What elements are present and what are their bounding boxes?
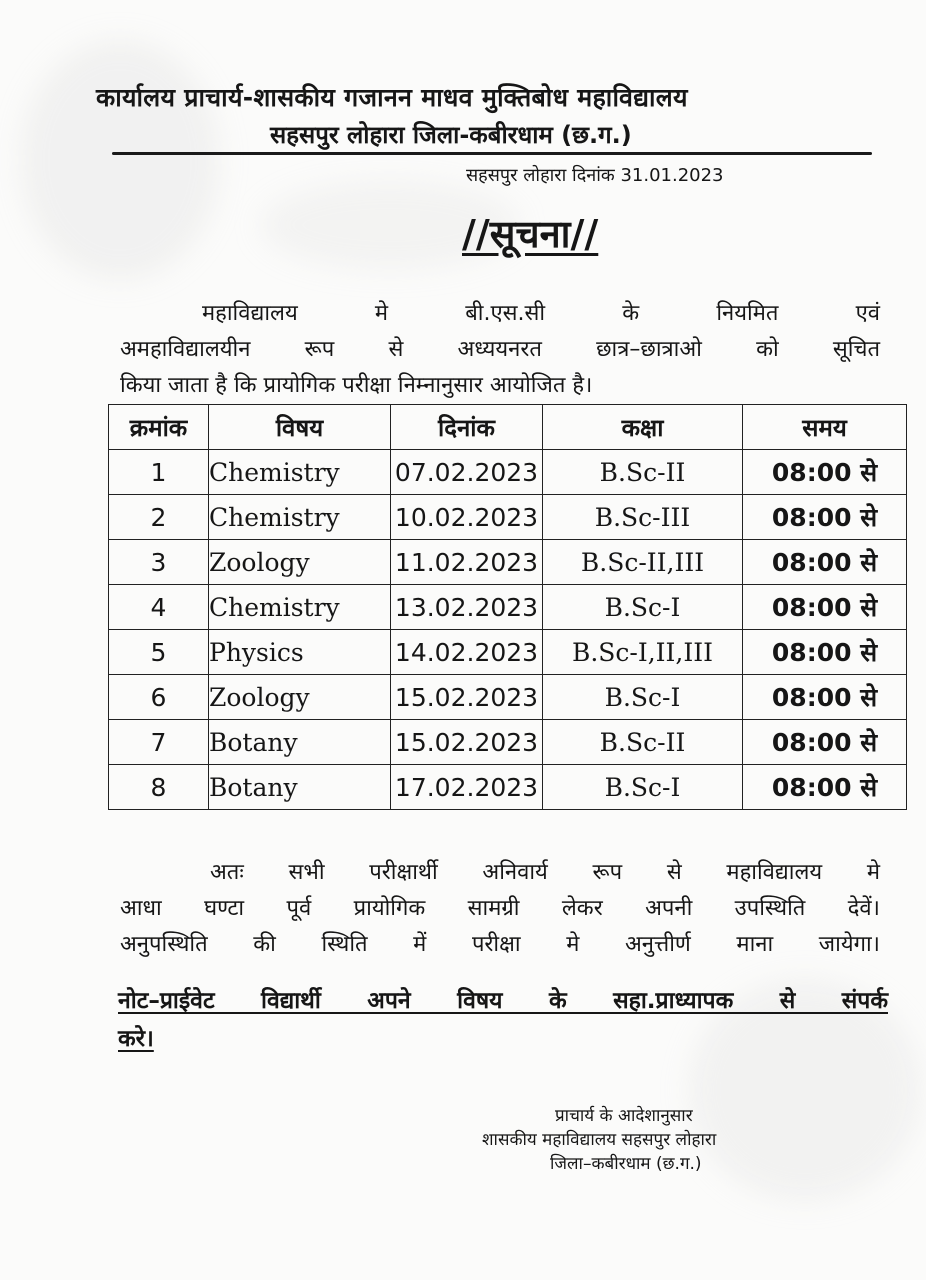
header-serial: क्रमांक — [109, 405, 209, 450]
note-line: करे। — [118, 1026, 154, 1052]
cell-date: 17.02.2023 — [391, 765, 543, 810]
notice-title: //सूचना// — [462, 212, 599, 256]
exam-schedule-table — [108, 404, 907, 810]
header-divider — [112, 152, 872, 155]
paper-smudge — [20, 40, 220, 280]
intro-line: अमहाविद्यालयीन रूप से अध्ययनरत छात्र–छात्राओ को सूचित — [120, 337, 880, 362]
cell-class: B.Sc-I — [543, 585, 743, 630]
intro-paragraph — [120, 296, 880, 404]
cell-date: 11.02.2023 — [391, 540, 543, 585]
cell-time: 08:00 से — [743, 540, 907, 585]
table-row — [109, 720, 907, 765]
cell-time: 08:00 से — [743, 630, 907, 675]
instruction-line: अतः सभी परीक्षार्थी अनिवार्य रूप से महाविद्यालय मे — [210, 860, 880, 885]
cell-class: B.Sc-III — [543, 495, 743, 540]
signature-college: शासकीय महाविद्यालय सहसपुर लोहारा — [482, 1130, 717, 1150]
table-row — [109, 585, 907, 630]
cell-time: 08:00 से — [743, 765, 907, 810]
office-header: कार्यालय प्राचार्य-शासकीय गजानन माधव मुक्तिबोध महाविद्यालय — [96, 83, 688, 112]
signature-order: प्राचार्य के आदेशानुसार — [555, 1106, 693, 1126]
header-subject: विषय — [209, 405, 391, 450]
cell-class: B.Sc-II — [543, 720, 743, 765]
cell-date: 13.02.2023 — [391, 585, 543, 630]
cell-serial: 6 — [109, 675, 209, 720]
table-row — [109, 450, 907, 495]
cell-date: 15.02.2023 — [391, 720, 543, 765]
cell-class: B.Sc-II,III — [543, 540, 743, 585]
table-header-row — [109, 405, 907, 450]
cell-serial: 1 — [109, 450, 209, 495]
cell-date: 15.02.2023 — [391, 675, 543, 720]
cell-serial: 3 — [109, 540, 209, 585]
cell-class: B.Sc-I — [543, 675, 743, 720]
cell-serial: 5 — [109, 630, 209, 675]
cell-class: B.Sc-I,II,III — [543, 630, 743, 675]
cell-subject: Chemistry — [209, 495, 391, 540]
cell-time: 08:00 से — [743, 720, 907, 765]
cell-time: 08:00 से — [743, 450, 907, 495]
instructions-paragraph — [120, 855, 880, 963]
cell-class: B.Sc-II — [543, 450, 743, 495]
cell-subject: Botany — [209, 720, 391, 765]
table-row — [109, 630, 907, 675]
table-row — [109, 675, 907, 720]
cell-subject: Zoology — [209, 675, 391, 720]
cell-serial: 2 — [109, 495, 209, 540]
place-and-date: सहसपुर लोहारा दिनांक 31.01.2023 — [466, 165, 724, 186]
intro-line: किया जाता है कि प्रायोगिक परीक्षा निम्नानुसार आयोजित है। — [120, 373, 593, 398]
cell-subject: Chemistry — [209, 450, 391, 495]
cell-time: 08:00 से — [743, 585, 907, 630]
cell-date: 14.02.2023 — [391, 630, 543, 675]
header-time: समय — [743, 405, 907, 450]
cell-serial: 7 — [109, 720, 209, 765]
cell-date: 07.02.2023 — [391, 450, 543, 495]
table-row — [109, 540, 907, 585]
instruction-line: आधा घण्टा पूर्व प्रायोगिक सामग्री लेकर अपनी उपस्थिति देवें। — [120, 896, 880, 921]
private-students-note — [118, 982, 888, 1058]
cell-serial: 4 — [109, 585, 209, 630]
table-row — [109, 765, 907, 810]
signature-district: जिला–कबीरधाम (छ.ग.) — [550, 1154, 702, 1174]
table-row — [109, 495, 907, 540]
cell-class: B.Sc-I — [543, 765, 743, 810]
cell-subject: Physics — [209, 630, 391, 675]
intro-line: महाविद्यालय मे बी.एस.सी के नियमित एवं — [202, 301, 880, 326]
instruction-line: अनुपस्थिति की स्थिति में परीक्षा मे अनुत्तीर्ण माना जायेगा। — [120, 932, 880, 957]
cell-subject: Botany — [209, 765, 391, 810]
cell-time: 08:00 से — [743, 675, 907, 720]
header-date: दिनांक — [391, 405, 543, 450]
cell-subject: Chemistry — [209, 585, 391, 630]
cell-date: 10.02.2023 — [391, 495, 543, 540]
note-line: नोट–प्राईवेट विद्यार्थी अपने विषय के सहा.प्राध्यापक से संपर्क — [118, 988, 888, 1014]
cell-serial: 8 — [109, 765, 209, 810]
cell-time: 08:00 से — [743, 495, 907, 540]
header-class: कक्षा — [543, 405, 743, 450]
office-address: सहसपुर लोहारा जिला-कबीरधाम (छ.ग.) — [270, 121, 632, 149]
cell-subject: Zoology — [209, 540, 391, 585]
